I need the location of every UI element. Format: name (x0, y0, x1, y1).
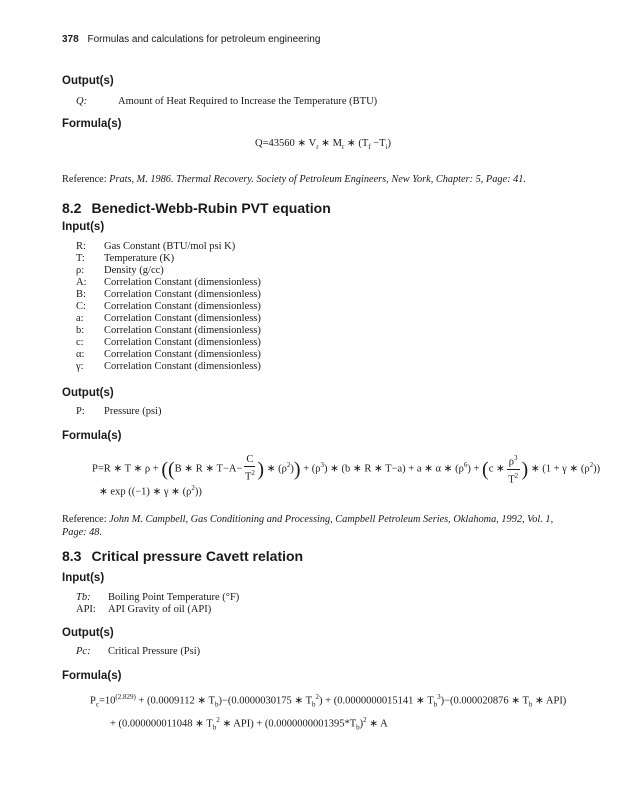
section-title: Critical pressure Cavett relation (91, 548, 304, 564)
input-variable (76, 301, 261, 312)
reference-label: Reference: (62, 514, 107, 525)
section-heading (62, 548, 303, 564)
var-symbol: R: (76, 241, 86, 252)
var-desc: Correlation Constant (dimensionless) (104, 301, 261, 312)
reference (62, 513, 562, 539)
var-desc: Density (g/cc) (104, 265, 164, 276)
running-header (62, 34, 320, 45)
input-variable (76, 361, 261, 372)
var-symbol: α: (76, 349, 85, 360)
var-desc: Pressure (psi) (104, 406, 162, 417)
reference (62, 173, 562, 186)
input-variable (76, 604, 211, 615)
var-symbol: γ: (76, 361, 84, 372)
var-desc: Correlation Constant (dimensionless) (104, 337, 261, 348)
var-symbol: A: (76, 277, 87, 288)
section-title: Benedict-Webb-Rubin PVT equation (91, 200, 331, 216)
running-title: Formulas and calculations for petroleum engineering (87, 34, 321, 45)
var-symbol: B: (76, 289, 86, 300)
reference-label: Reference: (62, 174, 107, 185)
input-variable (76, 265, 164, 276)
var-desc: Correlation Constant (dimensionless) (104, 325, 261, 336)
var-symbol: Pc: (76, 646, 91, 657)
heat-equation: Q=43560 ∗ $V_r$ ∗ $M_r$ ∗ $(T_f -T_i)$ (255, 138, 392, 152)
var-desc: Correlation Constant (dimensionless) (104, 349, 261, 360)
var-symbol: ρ: (76, 265, 85, 276)
var-desc: Amount of Heat Required to Increase the Temperature (BTU) (118, 96, 378, 107)
formula-heading: Formula(s) (62, 430, 122, 442)
input-variable (76, 325, 261, 336)
var-symbol: API: (76, 604, 96, 615)
var-symbol: C: (76, 301, 86, 312)
var-symbol: T: (76, 253, 85, 264)
input-variable (76, 349, 261, 360)
formula-heading: Formula(s) (62, 118, 122, 130)
reference-text: Prats, M. 1986. Thermal Recovery. Society of Petroleum Engineers, New York, Chapter: 5, Page: 41. (109, 174, 526, 185)
output-variable (76, 646, 200, 657)
input-variable (76, 592, 239, 603)
input-variable (76, 337, 261, 348)
reference-text: John M. Campbell, Gas Conditioning and Processing, Campbell Petroleum Series, Oklahoma, 1992, Vol. 1, Page: 48. (62, 514, 554, 538)
var-symbol: Q: (76, 96, 88, 107)
var-desc: Correlation Constant (dimensionless) (104, 361, 261, 372)
var-symbol: a: (76, 313, 84, 324)
var-desc: API Gravity of oil (API) (108, 604, 212, 615)
output-heading: Output(s) (62, 75, 114, 87)
output-heading: Output(s) (62, 387, 114, 399)
var-desc: Correlation Constant (dimensionless) (104, 289, 261, 300)
input-heading: Input(s) (62, 221, 105, 233)
input-variable (76, 313, 261, 324)
input-variable (76, 277, 261, 288)
input-variable (76, 253, 174, 264)
var-desc: Temperature (K) (104, 253, 175, 264)
var-symbol: b: (76, 325, 85, 336)
var-desc: Critical Pressure (Psi) (108, 646, 201, 657)
section-heading (62, 200, 331, 216)
var-symbol: P: (76, 406, 85, 417)
page-number: 378 (62, 34, 79, 45)
var-symbol: Tb: (76, 592, 91, 603)
var-desc: Boiling Point Temperature (°F) (108, 592, 240, 603)
input-heading: Input(s) (62, 572, 105, 584)
section-number: 8.2 (62, 200, 82, 216)
input-variable (76, 241, 235, 252)
output-variable (76, 96, 377, 107)
cavett-equation-line-1: $P_c=10^{(2.829)} + (0.0009112$ ∗ $T_b)-(0.0000030175$ ∗ $T_b^2) + (0.0000000015141$ ∗ $T_b^3)-(0.000020876$ ∗ $T_b$ ∗ API) (90, 693, 567, 709)
bwr-equation-line-1: P=R ∗ T ∗ ρ + ((B ∗ R ∗ T−A− $\frac{C}{T^2}$ ) ∗ $(\rho^2)) + (\rho^3)$ ∗ (b ∗ R ∗ T−a) + a ∗ α ∗ $(\rho^6) + (c$ ∗ $\frac{\rho^3}{T^2}$ ) ∗ (1 + γ ∗ $(\rho^2)$) (92, 454, 601, 485)
section-number: 8.3 (62, 548, 82, 564)
bwr-equation-line-2: ∗ exp ((−1) ∗ γ ∗ $(\rho^2)$) (99, 484, 202, 498)
output-heading: Output(s) (62, 627, 114, 639)
formula-heading: Formula(s) (62, 670, 122, 682)
var-desc: Correlation Constant (dimensionless) (104, 277, 261, 288)
var-desc: Gas Constant (BTU/mol psi K) (104, 241, 236, 252)
var-symbol: c: (76, 337, 84, 348)
output-variable (76, 406, 161, 417)
input-variable (76, 289, 261, 300)
cavett-equation-line-2: + (0.000000011048 ∗ $T_b^2$ ∗ $API) + (0.0000000001395*T_b)^2$ ∗ A (110, 716, 388, 732)
var-desc: Correlation Constant (dimensionless) (104, 313, 261, 324)
